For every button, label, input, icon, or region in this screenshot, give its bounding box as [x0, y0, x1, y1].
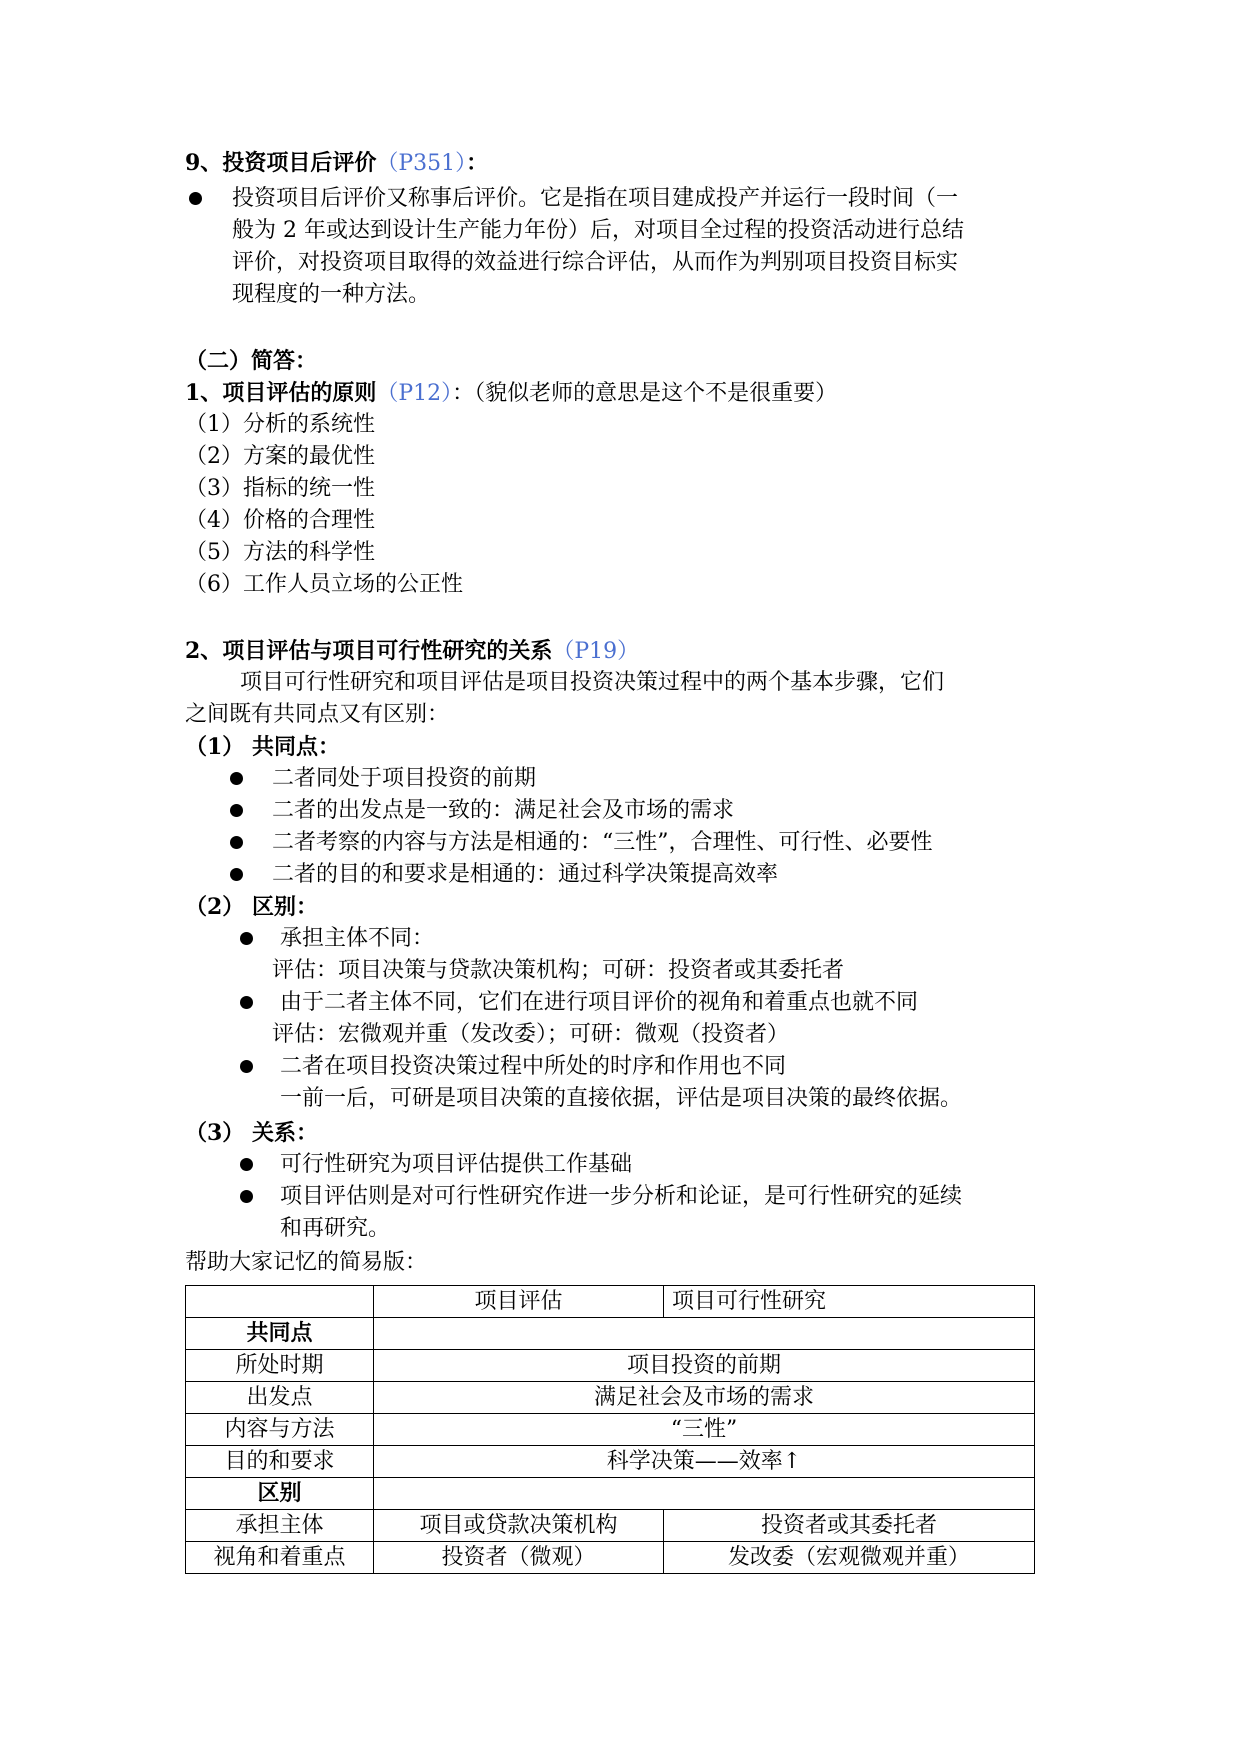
table-row-label: 目的和要求	[186, 1446, 374, 1478]
a1-title: 项目评估的原则	[222, 380, 377, 406]
common-item: 二者同处于项目投资的前期	[272, 766, 537, 791]
a1-number: 1、	[185, 380, 223, 406]
bullet-icon	[230, 836, 243, 849]
q9-number: 9、	[185, 150, 223, 176]
table-header-cell: 项目可行性研究	[664, 1286, 1035, 1318]
a2-heading	[185, 636, 639, 667]
bullet-icon	[230, 868, 243, 881]
table-row	[186, 1318, 1035, 1350]
principle-item: （3）指标的统一性	[185, 476, 375, 501]
relation-item-cont: 和再研究。	[280, 1216, 391, 1241]
bullet-icon	[189, 192, 202, 205]
common-item: 二者考察的内容与方法是相通的：“三性”，合理性、可行性、必要性	[272, 830, 933, 855]
table-row-label: 所处时期	[186, 1350, 374, 1382]
diff-item-detail: 评估：宏微观并重（发改委）；可研：微观（投资者）	[272, 1022, 790, 1047]
principle-item: （4）价格的合理性	[185, 508, 375, 533]
diff-item: 二者在项目投资决策过程中所处的时序和作用也不同	[280, 1054, 787, 1079]
diff-item: 承担主体不同：	[280, 926, 435, 951]
table-cell: 科学决策——效率↑	[374, 1446, 1035, 1478]
table-row	[186, 1286, 1035, 1318]
q9-line-1: 投资项目后评价又称事后评价。它是指在项目建成投产并运行一段时间（一	[232, 186, 959, 211]
table-cell: 发改委（宏观微观并重）	[664, 1542, 1035, 1574]
q9-line-2: 般为 2 年或达到设计生产能力年份）后，对项目全过程的投资活动进行总结	[232, 218, 964, 243]
table-cell: 项目或贷款决策机构	[374, 1510, 664, 1542]
bullet-icon	[240, 932, 253, 945]
common-heading: （1） 共同点：	[185, 734, 340, 760]
a2-intro-line-1: 项目可行性研究和项目评估是项目投资决策过程中的两个基本步骤，它们	[240, 670, 945, 695]
table-cell: 项目投资的前期	[374, 1350, 1035, 1382]
q9-heading	[185, 148, 488, 179]
a2-number: 2、	[185, 638, 223, 664]
relation-item: 项目评估则是对可行性研究作进一步分析和论证，是可行性研究的延续	[280, 1184, 963, 1209]
bullet-icon	[240, 996, 253, 1009]
table-cell: 投资者（微观）	[374, 1542, 664, 1574]
relation-item: 可行性研究为项目评估提供工作基础	[280, 1152, 633, 1177]
principle-item: （2）方案的最优性	[185, 444, 375, 469]
bullet-icon	[230, 804, 243, 817]
table-cell	[186, 1286, 374, 1318]
a2-page-ref: （P19）	[552, 639, 640, 664]
bullet-icon	[240, 1190, 253, 1203]
bullet-icon	[230, 772, 243, 785]
diff-heading: （2） 区别：	[185, 894, 318, 920]
table-section-label: 共同点	[186, 1318, 374, 1350]
table-cell	[374, 1318, 1035, 1350]
table-cell: 投资者或其委托者	[664, 1510, 1035, 1542]
bullet-icon	[240, 1158, 253, 1171]
q9-title: 投资项目后评价	[222, 150, 377, 176]
table-row-label: 视角和着重点	[186, 1542, 374, 1574]
principle-item: （5）方法的科学性	[185, 540, 375, 565]
table-row	[186, 1510, 1035, 1542]
a1-heading	[185, 378, 837, 409]
table-row-label: 出发点	[186, 1382, 374, 1414]
common-item: 二者的目的和要求是相通的：通过科学决策提高效率	[272, 862, 779, 887]
table-row-label: 内容与方法	[186, 1414, 374, 1446]
diff-item-detail: 评估：项目决策与贷款决策机构；可研：投资者或其委托者	[272, 958, 845, 983]
table-caption: 帮助大家记忆的简易版：	[185, 1250, 428, 1275]
a2-title: 项目评估与项目可行性研究的关系	[222, 638, 553, 664]
table-row	[186, 1414, 1035, 1446]
bullet-icon	[240, 1060, 253, 1073]
table-row	[186, 1478, 1035, 1510]
a2-intro-line-2: 之间既有共同点又有区别：	[185, 702, 450, 727]
common-item: 二者的出发点是一致的：满足社会及市场的需求	[272, 798, 735, 823]
table-row	[186, 1350, 1035, 1382]
diff-item-detail: 一前一后，可研是项目决策的直接依据，评估是项目决策的最终依据。	[280, 1086, 963, 1111]
q9-line-3: 评价，对投资项目取得的效益进行综合评估，从而作为判别项目投资目标实	[232, 250, 959, 275]
table-row-label: 承担主体	[186, 1510, 374, 1542]
a1-page-ref: （P12）	[376, 381, 453, 406]
section-heading: （二）简答：	[185, 348, 318, 374]
a1-note: ：（貌似老师的意思是这个不是很重要）	[452, 381, 838, 406]
relation-heading: （3） 关系：	[185, 1120, 318, 1146]
table-cell: “三性”	[374, 1414, 1035, 1446]
table-section-label: 区别	[186, 1478, 374, 1510]
diff-item: 由于二者主体不同，它们在进行项目评价的视角和着重点也就不同	[280, 990, 919, 1015]
principle-item: （6）工作人员立场的公正性	[185, 572, 463, 597]
q9-colon: ：	[466, 150, 489, 176]
table-cell	[374, 1478, 1035, 1510]
q9-line-4: 现程度的一种方法。	[232, 282, 431, 307]
q9-page-ref: （P351）	[376, 151, 467, 176]
table-cell: 满足社会及市场的需求	[374, 1382, 1035, 1414]
principle-item: （1）分析的系统性	[185, 412, 375, 437]
table-header-cell: 项目评估	[374, 1286, 664, 1318]
table-row	[186, 1542, 1035, 1574]
comparison-table	[185, 1285, 1035, 1574]
table-row	[186, 1446, 1035, 1478]
table-row	[186, 1382, 1035, 1414]
